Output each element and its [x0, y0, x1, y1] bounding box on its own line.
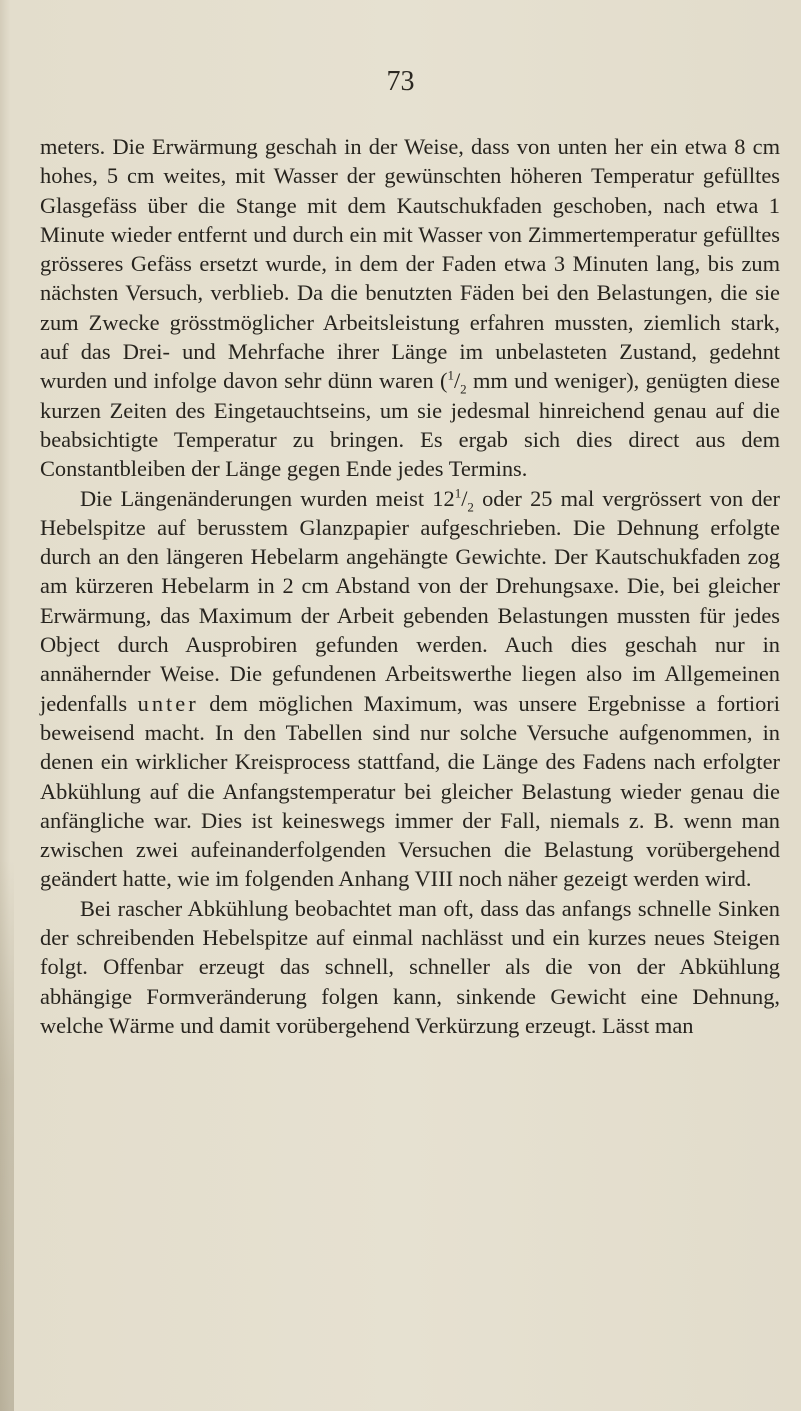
- paragraph-3: Bei rascher Abkühlung beobachtet man oft, dass das anfangs schnelle Sinken der schreibenden Hebelspitze auf einmal nachlässt und ein kurzes neues Steigen folgt. Offenbar erzeugt das schnell, schneller als die von der Abkühlung abhängige Formveränderung folgen kann, sinkende Gewicht eine Dehnung, welche Wärme und damit vorübergehend Verkürzung erzeugt. Lässt man: [40, 895, 780, 1038]
- spaced-emphasis: unter: [137, 690, 199, 716]
- paragraph-2-part-c: dem möglichen Maximum, was unsere Ergebnisse a fortiori beweisend macht. In den Tabellen sind nur solche Versuche aufgenommen, in denen ein wirklicher Kreisprocess stattfand, die Länge des Fadens nach erfolgter Abkühlung auf die Anfangstemperatur bei gleicher Belastung wieder genau die anfängliche war. Dies ist keineswegs immer der Fall, niemals z. B. wenn man zwischen zwei aufeinanderfolgenden Versuchen die Belastung vorübergehend geändert hatte, wie im folgenden Anhang VIII noch näher gezeigt werden wird.: [40, 690, 780, 892]
- paragraph-1-part-b: mm und weniger), genügten diese kurzen Zeiten des Eingetauchtseins, um sie jedesmal hinreichend genau auf die beabsichtigte Temperatur zu bringen. Es ergab sich dies direct aus dem Constantbleiben der Länge gegen Ende jedes Termins.: [40, 368, 780, 482]
- fraction-numerator: 1: [447, 367, 454, 383]
- fraction-numerator: 1: [454, 485, 462, 501]
- fraction-denominator: 2: [467, 499, 474, 515]
- paragraph-2-part-a: Die Längenänderungen wurden meist 12: [80, 485, 455, 511]
- paragraph-2-part-b: oder 25 mal vergrössert von der Hebelspitze auf berusstem Glanzpapier aufgeschrieben. Die Dehnung erfolgte durch an den längeren Hebelarm angehängte Gewichte. Der Kautschukfaden zog am kürzeren Hebelarm in 2 cm Abstand von der Drehungsaxe. Die, bei gleicher Erwärmung, das Maximum der Arbeit gebenden Belastungen mussten für jedes Object durch Ausprobiren gefunden werden. Auch dies geschah nur in annähernder Weise. Die gefundenen Arbeitswerthe liegen also im Allgemeinen jedenfalls: [40, 485, 780, 716]
- page-gutter-shadow: [0, 860, 14, 1411]
- paragraph-2: Die Längenänderungen wurden meist $12^1/_2$ oder 25 mal vergrössert von der Hebelspitze auf berusstem Glanzpapier aufgeschrieben. Die Dehnung erfolgte durch an den längeren Hebelarm angehängte Gewichte. Der Kautschukfaden zog am kürzeren Hebelarm in 2 cm Abstand von der Drehungsaxe. Die, bei gleicher Erwärmung, das Maximum der Arbeit gebenden Belastungen mussten für jedes Object durch Ausprobiren gefunden werden. Auch dies geschah nur in annähernder Weise. Die gefundenen Arbeitswerthe liegen also im Allgemeinen jedenfalls unter dem möglichen Maximum, was unsere Ergebnisse a fortiori beweisend macht. In den Tabellen sind nur solche Versuche aufgenommen, in denen ein wirklicher Kreisprocess stattfand, die Länge des Fadens nach erfolgter Abkühlung auf die Anfangstemperatur bei gleicher Belastung wieder genau die anfängliche war. Dies ist keineswegs immer der Fall, niemals z. B. wenn man zwischen zwei aufeinanderfolgenden Versuchen die Belastung vorübergehend geändert hatte, wie im folgenden Anhang VIII noch näher gezeigt werden wird.: [40, 485, 780, 892]
- fraction-denominator: 2: [460, 381, 467, 397]
- body-text: [40, 132, 780, 1040]
- paragraph-1-part-a: meters. Die Erwärmung geschah in der Weise, dass von unten her ein etwa 8 cm hohes, 5 cm weites, mit Wasser der gewünschten höheren Temperatur gefülltes Glasgefäss über die Stange mit dem Kautschukfaden geschoben, nach etwa 1 Minute wieder entfernt und durch ein mit Wasser von Zimmertemperatur gefülltes grösseres Gefäss ersetzt wurde, in dem der Faden etwa 3 Minuten lang, bis zum nächsten Versuch, verblieb. Da die benutzten Fäden bei den Belastungen, die sie zum Zwecke grösstmöglicher Arbeitsleistung erfahren mussten, ziemlich stark, auf das Drei- und Mehrfache ihrer Länge im unbelasteten Zustand, gedehnt wurden und infolge davon sehr dünn waren (: [40, 134, 780, 394]
- page-number: 73: [386, 66, 415, 97]
- paragraph-1: meters. Die Erwärmung geschah in der Weise, dass von unten her ein etwa 8 cm hohes, 5 cm weites, mit Wasser der gewünschten höheren Temperatur gefülltes Glasgefäss über die Stange mit dem Kautschukfaden geschoben, nach etwa 1 Minute wieder entfernt und durch ein mit Wasser von Zimmertemperatur gefülltes grösseres Gefäss ersetzt wurde, in dem der Faden etwa 3 Minuten lang, bis zum nächsten Versuch, verblieb. Da die benutzten Fäden bei den Belastungen, die sie zum Zwecke grösstmöglicher Arbeitsleistung erfahren mussten, ziemlich stark, auf das Drei- und Mehrfache ihrer Länge im unbelasteten Zustand, gedehnt wurden und infolge davon sehr dünn waren ($^1/_2$ mm und weniger), genügten diese kurzen Zeiten des Eingetauchtseins, um sie jedesmal hinreichend genau auf die beabsichtigte Temperatur zu bringen. Es ergab sich dies direct aus dem Constantbleiben der Länge gegen Ende jedes Termins.: [40, 134, 780, 482]
